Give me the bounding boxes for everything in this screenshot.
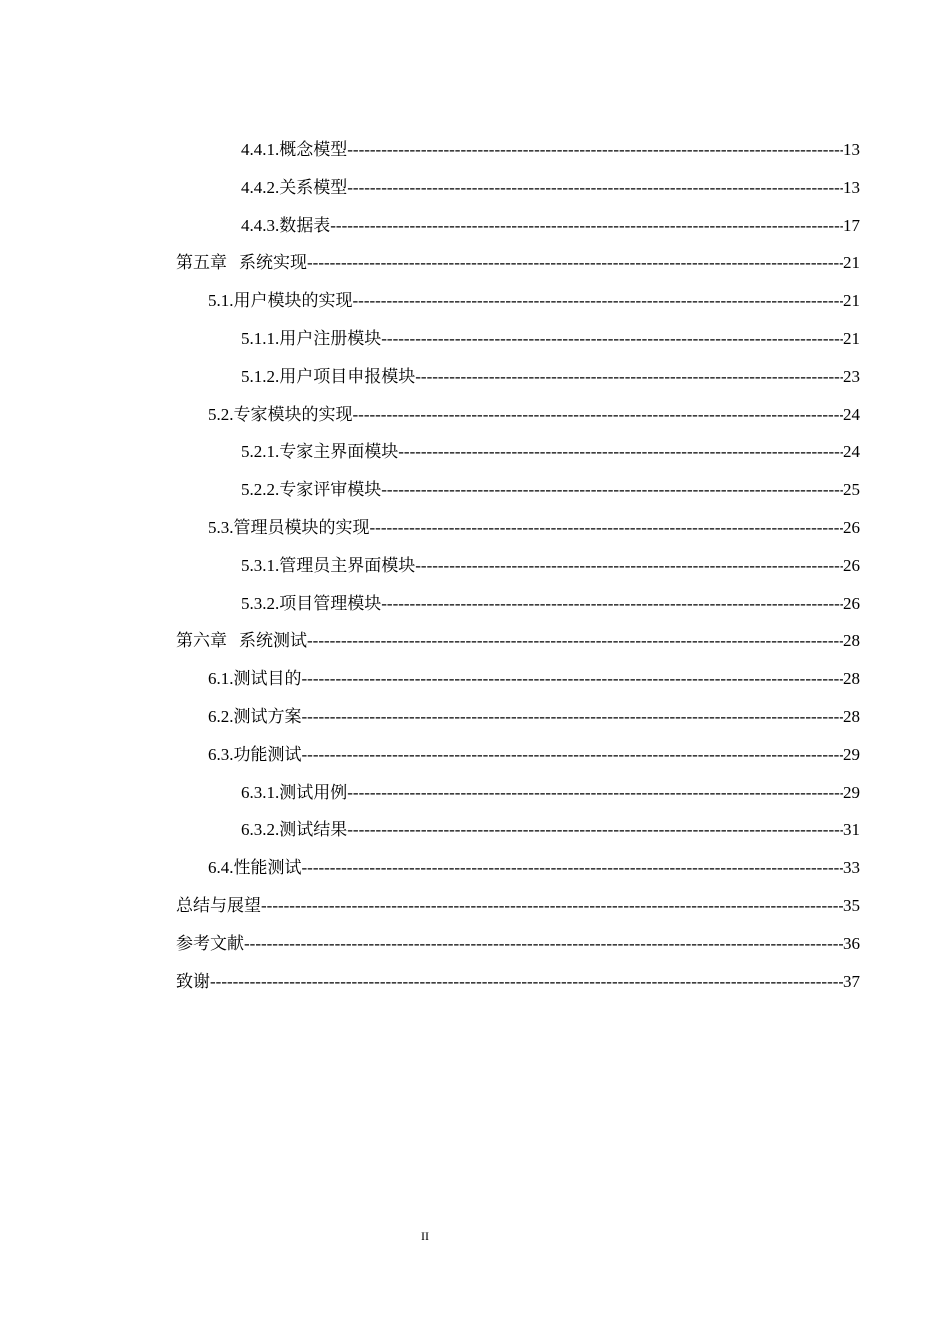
toc-section-number: 5.3.1. <box>241 555 280 575</box>
toc-chapter-number: 第五章 <box>176 253 227 273</box>
toc-dash-leader <box>347 780 843 806</box>
toc-page-number: 28 <box>843 706 860 726</box>
toc-entry-title: 致谢 <box>176 971 210 991</box>
toc-dash-leader <box>415 553 843 579</box>
toc-page-number: 17 <box>843 215 860 235</box>
toc-page-number: 13 <box>843 140 860 159</box>
toc-page-number: 26 <box>843 593 860 613</box>
toc-dash-leader <box>302 855 844 881</box>
toc-page-number: 26 <box>843 555 860 575</box>
toc-entry[interactable] <box>176 137 860 175</box>
toc-dash-leader <box>398 439 843 465</box>
toc-page-number: 21 <box>843 328 860 348</box>
toc-dash-leader <box>370 515 844 541</box>
toc-dash-leader <box>302 704 844 730</box>
toc-entry-title: 项目管理模块 <box>279 593 382 613</box>
toc-entry[interactable] <box>176 364 860 402</box>
toc-dash-leader <box>302 666 844 692</box>
toc-section-number: 6.2. <box>208 706 234 726</box>
toc-dash-leader <box>244 931 843 957</box>
toc-entry-title: 测试方案 <box>233 706 302 726</box>
toc-dash-leader <box>381 477 843 503</box>
toc-dash-leader <box>261 893 843 919</box>
toc-dash-leader <box>347 175 843 201</box>
toc-entry-title: 总结与展望 <box>176 895 261 915</box>
toc-dash-leader <box>210 969 843 995</box>
footer-page-number: II <box>421 1229 429 1243</box>
toc-section-number: 5.2.2. <box>241 480 280 500</box>
toc-page-number: 37 <box>843 971 860 991</box>
toc-entry[interactable] <box>176 666 860 704</box>
toc-page-number: 13 <box>843 177 860 197</box>
toc-section-number: 5.1.1. <box>241 328 280 348</box>
toc-section-number: 5.2. <box>208 404 234 424</box>
toc-section-number: 5.2.1. <box>241 442 280 462</box>
toc-page-number: 35 <box>843 895 860 915</box>
toc-entry-title: 专家评审模块 <box>279 480 382 500</box>
toc-entry-title: 测试结果 <box>279 820 348 840</box>
toc-page-number: 25 <box>843 480 860 500</box>
toc-entry[interactable] <box>176 817 860 855</box>
toc-entry[interactable] <box>176 515 860 553</box>
toc-entry[interactable] <box>176 893 860 931</box>
toc-entry-title: 用户项目申报模块 <box>279 366 416 386</box>
toc-entry[interactable] <box>176 780 860 818</box>
toc-entry[interactable] <box>176 175 860 213</box>
toc-entry-title: 测试用例 <box>279 782 348 802</box>
toc-section-number: 6.3.1. <box>241 782 280 802</box>
toc-entry[interactable] <box>176 402 860 440</box>
toc-chapter-number: 第六章 <box>176 631 227 651</box>
toc-page-number: 28 <box>843 669 860 689</box>
toc-dash-leader <box>381 591 843 617</box>
toc-dash-leader <box>302 742 844 768</box>
toc-dash-leader <box>381 326 843 352</box>
toc-section-number: 6.3.2. <box>241 820 280 840</box>
toc-page-number: 26 <box>843 517 860 537</box>
toc-page-number: 24 <box>843 404 860 424</box>
toc-page-number: 33 <box>843 858 860 878</box>
toc-page-number: 28 <box>843 631 860 651</box>
toc-dash-leader <box>347 137 843 163</box>
toc-entry-title: 概念模型 <box>279 140 348 159</box>
toc-entry-title: 系统测试 <box>239 631 307 651</box>
toc-entry-title: 关系模型 <box>279 177 348 197</box>
toc-entry[interactable] <box>176 213 860 251</box>
toc-page-number: 36 <box>843 933 860 953</box>
toc-entry[interactable] <box>176 288 860 326</box>
toc-dash-leader <box>353 288 844 314</box>
toc-entry[interactable] <box>176 553 860 591</box>
toc-entry[interactable] <box>176 969 860 1007</box>
toc-entry[interactable] <box>176 591 860 629</box>
toc-entry[interactable] <box>176 855 860 893</box>
toc-entry[interactable] <box>176 439 860 477</box>
toc-section-number: 5.1.2. <box>241 366 280 386</box>
toc-entry-title: 测试目的 <box>233 669 302 689</box>
toc-section-number: 5.3.2. <box>241 593 280 613</box>
toc-entry[interactable] <box>176 477 860 515</box>
toc-entry-title: 数据表 <box>279 215 331 235</box>
toc-page-number: 29 <box>843 782 860 802</box>
toc-dash-leader <box>330 213 843 239</box>
toc-section-number: 6.1. <box>208 669 234 689</box>
toc-dash-leader <box>353 402 844 428</box>
toc-section-number: 4.4.3. <box>241 215 280 235</box>
toc-entry[interactable] <box>176 704 860 742</box>
toc-section-number: 4.4.2. <box>241 177 280 197</box>
toc-page-number: 21 <box>843 253 860 273</box>
toc-dash-leader <box>347 817 843 843</box>
table-of-contents <box>176 137 860 1006</box>
toc-dash-leader <box>415 364 843 390</box>
toc-page-number: 29 <box>843 744 860 764</box>
toc-page-number: 24 <box>843 442 860 462</box>
toc-entry-title: 性能测试 <box>233 858 302 878</box>
toc-entry-title: 用户模块的实现 <box>233 291 353 311</box>
toc-entry[interactable] <box>176 931 860 969</box>
toc-section-number: 6.4. <box>208 858 234 878</box>
toc-dash-leader <box>307 628 843 654</box>
toc-page-number: 23 <box>843 366 860 386</box>
toc-entry-title: 管理员模块的实现 <box>233 517 370 537</box>
toc-section-number: 5.1. <box>208 291 234 311</box>
toc-entry-title: 参考文献 <box>176 933 244 953</box>
toc-entry[interactable] <box>176 628 860 666</box>
toc-page-number: 31 <box>843 820 860 840</box>
toc-entry[interactable] <box>176 326 860 364</box>
toc-entry-title: 专家主界面模块 <box>279 442 399 462</box>
toc-entry-title: 专家模块的实现 <box>233 404 353 424</box>
toc-section-number: 4.4.1. <box>241 140 280 159</box>
toc-page-number: 21 <box>843 291 860 311</box>
toc-section-number: 5.3. <box>208 517 234 537</box>
toc-entry-title: 管理员主界面模块 <box>279 555 416 575</box>
toc-entry-title: 用户注册模块 <box>279 328 382 348</box>
toc-entry-title: 功能测试 <box>233 744 302 764</box>
toc-entry-title: 系统实现 <box>239 253 307 273</box>
toc-dash-leader <box>307 250 843 276</box>
toc-entry[interactable] <box>176 250 860 288</box>
toc-entry[interactable] <box>176 742 860 780</box>
toc-section-number: 6.3. <box>208 744 234 764</box>
